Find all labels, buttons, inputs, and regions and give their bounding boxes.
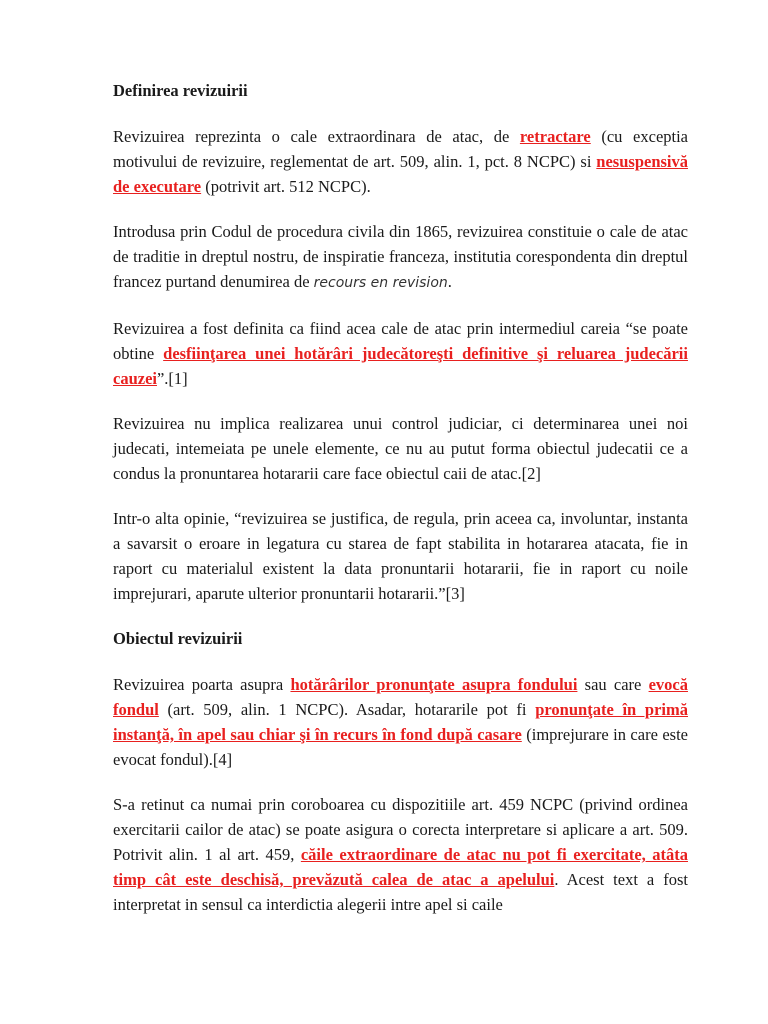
paragraph-quote-definition: [113, 316, 688, 391]
paragraph-other-opinion: Intr-o alta opinie, “revizuirea se justifica, de regula, prin aceea ca, involuntar, instanta a savarsit o eroare in legatura cu starea de fapt stabilita in hotararea atacata, fie in raport cu materialul existent la data pronuntarii hotararii, fie in raport cu noile imprejurari, aparute ulterior pronuntarii hotararii.”[3]: [113, 509, 688, 603]
term-recours-en-revision: recours en revision: [313, 275, 448, 291]
paragraph-definition: [113, 124, 688, 199]
highlight-nesuspensiva: nesuspensivă de executare: [113, 152, 688, 196]
highlight-caile-extraordinare: căile extraordinare de atac nu pot fi exercitate, atâta timp cât este deschisă, prevăzută calea de atac a apelului: [113, 845, 688, 889]
highlight-hotararilor: hotărârilor pronunţate asupra fondului: [290, 675, 578, 694]
text-run: (imprejurare in care este evocat fondul).[4]: [113, 725, 688, 769]
text-run: Introdusa prin Codul de procedura civila din 1865, revizuirea constituie o cale de atac de traditie in dreptul nostru, de inspiratie franceza, institutia corespondenta din dreptul francez purtand denumirea de: [113, 222, 688, 291]
text-run: (art. 509, alin. 1 NCPC). Asadar, hotararile pot fi: [158, 700, 536, 719]
text-run: . Acest text a fost interpretat in sensul ca interdictia alegerii intre apel si caile: [113, 870, 688, 914]
paragraph-history: [113, 219, 688, 296]
highlight-pronuntate: pronunţate în primă instanţă, în apel sau chiar şi în recurs în fond după casare: [113, 700, 688, 744]
text-run: Revizuirea poarta asupra: [113, 675, 291, 694]
paragraph-object: [113, 672, 688, 772]
section-heading-definition: Definirea revizuirii: [113, 81, 248, 100]
highlight-retractare: retractare: [519, 127, 591, 146]
text-run: (potrivit art. 512 NCPC).: [201, 177, 371, 196]
text-run: Revizuirea reprezinta o cale extraordinara de atac, de: [113, 127, 520, 146]
text-run: sau care: [577, 675, 649, 694]
text-run: S-a retinut ca numai prin coroboarea cu dispozitiile art. 459 NCPC (privind ordinea exercitarii cailor de atac) se poate asigura o corecta interpretare si aplicare a art. 509. Potrivit alin. 1 al art. 459,: [113, 795, 688, 864]
paragraph-art-459: [113, 792, 688, 917]
text-run: .: [447, 272, 452, 291]
highlight-desfiintarea: desfiinţarea unei hotărâri judecătoreşti definitive şi reluarea judecării cauzei: [113, 344, 688, 388]
text-run: (cu exceptia motivului de revizuire, reglementat de art. 509, alin. 1, pct. 8 NCPC) si: [113, 127, 689, 171]
section-heading-object: Obiectul revizuirii: [113, 629, 243, 648]
text-run: Revizuirea a fost definita ca fiind acea cale de atac prin intermediul careia “se poate obtine: [113, 319, 688, 363]
highlight-evoca-fondul: evocă fondul: [113, 675, 688, 719]
paragraph-no-judicial-control: Revizuirea nu implica realizarea unui control judiciar, ci determinarea unei noi judecati, intemeiata pe unele elemente, ce nu au putut forma obiectul judecatii ce a condus la pronuntarea hotararii care face obiectul caii de atac.[2]: [113, 414, 688, 483]
text-run: ”.[1]: [156, 369, 188, 388]
